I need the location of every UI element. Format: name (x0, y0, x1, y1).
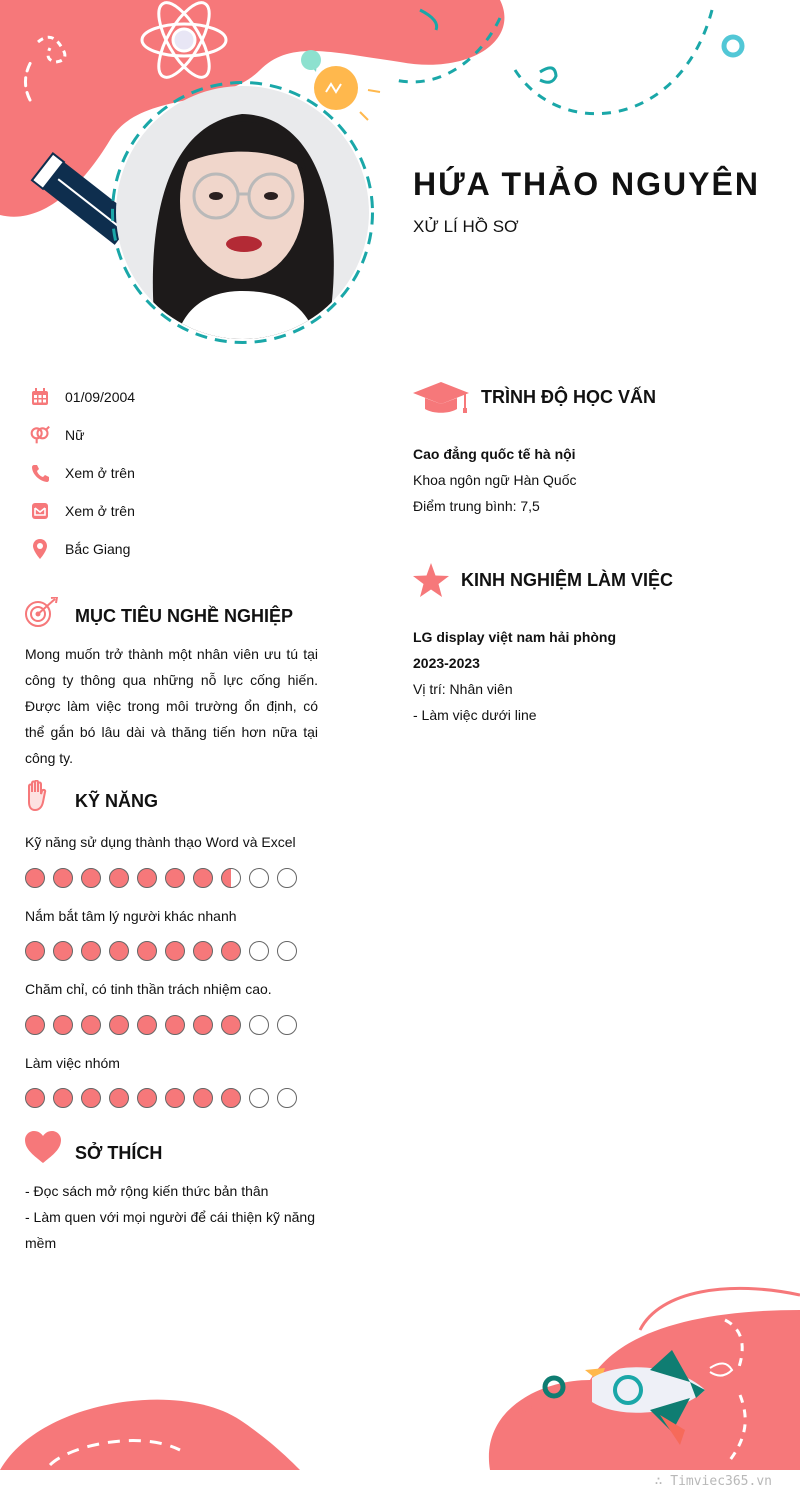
job-title: XỬ LÍ HỒ SƠ (413, 217, 519, 236)
rating-dot (249, 868, 269, 888)
rating-dot (25, 868, 45, 888)
gender-text: Nữ (65, 427, 85, 443)
email-text: Xem ở trên (65, 503, 135, 519)
rating-dot (25, 1088, 45, 1108)
rating-dot (25, 941, 45, 961)
rating-dot (137, 868, 157, 888)
contact-address (30, 537, 130, 561)
phone-text: Xem ở trên (65, 465, 135, 481)
rating-dot (221, 868, 241, 888)
rating-dot (249, 1015, 269, 1035)
company-name: LG display việt nam hải phòng (413, 629, 617, 645)
major: Khoa ngôn ngữ Hàn Quốc (413, 472, 577, 488)
rating-dot (193, 868, 213, 888)
candidate-name: HỨA THẢO NGUYÊN (413, 166, 760, 202)
rating-dot (249, 1088, 269, 1108)
rating-dot (137, 941, 157, 961)
watermark: ∴ Timviec365.vn (654, 1474, 772, 1489)
contact-birthday (30, 385, 135, 409)
work-role: Vị trí: Nhân viên (413, 681, 513, 697)
rating-dot (221, 941, 241, 961)
rating-dot (193, 941, 213, 961)
rating-dot (53, 868, 73, 888)
skill-rating (25, 868, 297, 890)
rating-dot (53, 1088, 73, 1108)
school-name: Cao đẳng quốc tế hà nội (413, 446, 576, 462)
rating-dot (221, 1015, 241, 1035)
skill-label: Kỹ năng sử dụng thành thạo Word và Excel (25, 834, 296, 850)
contact-gender (30, 423, 84, 447)
footer-decoration (0, 1270, 800, 1497)
rating-dot (137, 1088, 157, 1108)
skill-label: Chăm chỉ, có tinh thần trách nhiệm cao. (25, 981, 272, 997)
hand-icon (25, 780, 49, 817)
rating-dot (137, 1015, 157, 1035)
graduation-cap-icon (413, 380, 469, 419)
rating-dot (193, 1015, 213, 1035)
rating-dot (81, 941, 101, 961)
education-block (413, 441, 773, 519)
rating-dot (277, 1088, 297, 1108)
rating-dot (249, 941, 269, 961)
rating-dot (193, 1088, 213, 1108)
rating-dot (53, 941, 73, 961)
rating-dot (165, 1088, 185, 1108)
rating-dot (109, 1088, 129, 1108)
birthday-text: 01/09/2004 (65, 389, 136, 405)
gender-icon (30, 425, 50, 445)
hobby-item: - Đọc sách mở rộng kiến thức bản thân (25, 1183, 269, 1199)
contact-email (30, 499, 135, 523)
avatar (116, 86, 369, 339)
rating-dot (277, 868, 297, 888)
experience-block (413, 624, 773, 728)
skill-rating (25, 941, 297, 963)
rating-dot (165, 941, 185, 961)
education-title: TRÌNH ĐỘ HỌC VẤN (481, 387, 656, 407)
objective-text: Mong muốn trở thành một nhân viên ưu tú tại công ty thông qua những nỗ lực cống hiến. Được làm việc trong môi trường ổn định, có thể gắn bó lâu dài và thăng tiến hơn nữa tại công ty. (25, 646, 318, 766)
calendar-icon (30, 387, 50, 407)
experience-title: KINH NGHIỆM LÀM VIỆC (461, 570, 674, 590)
email-icon (30, 501, 50, 521)
rating-dot (221, 1088, 241, 1108)
phone-icon (30, 463, 50, 483)
address-text: Bắc Giang (65, 541, 131, 557)
heart-icon (25, 1131, 61, 1168)
skill-rating (25, 1088, 297, 1110)
skill-label: Làm việc nhóm (25, 1055, 120, 1071)
location-icon (30, 539, 50, 559)
target-icon (25, 597, 59, 634)
rating-dot (109, 868, 129, 888)
hobbies-title: SỞ THÍCH (75, 1143, 163, 1163)
rating-dot (25, 1015, 45, 1035)
rating-dot (165, 1015, 185, 1035)
rating-dot (81, 1015, 101, 1035)
star-icon (413, 563, 449, 602)
rating-dot (109, 941, 129, 961)
work-period: 2023-2023 (413, 655, 480, 671)
rating-dot (53, 1015, 73, 1035)
hobby-item: - Làm quen với mọi người để cái thiện kỹ năng mềm (25, 1209, 315, 1251)
hobbies-list (25, 1178, 320, 1256)
rating-dot (81, 1088, 101, 1108)
skill-rating (25, 1015, 297, 1037)
rating-dot (81, 868, 101, 888)
contact-phone (30, 461, 135, 485)
rating-dot (277, 1015, 297, 1035)
objective-title: MỤC TIÊU NGHỀ NGHIỆP (75, 606, 294, 626)
rating-dot (165, 868, 185, 888)
gpa: Điểm trung bình: 7,5 (413, 498, 540, 514)
rating-dot (109, 1015, 129, 1035)
work-detail: - Làm việc dưới line (413, 707, 537, 723)
rating-dot (277, 941, 297, 961)
skill-label: Nắm bắt tâm lý người khác nhanh (25, 908, 237, 924)
skills-title: KỸ NĂNG (75, 791, 159, 811)
